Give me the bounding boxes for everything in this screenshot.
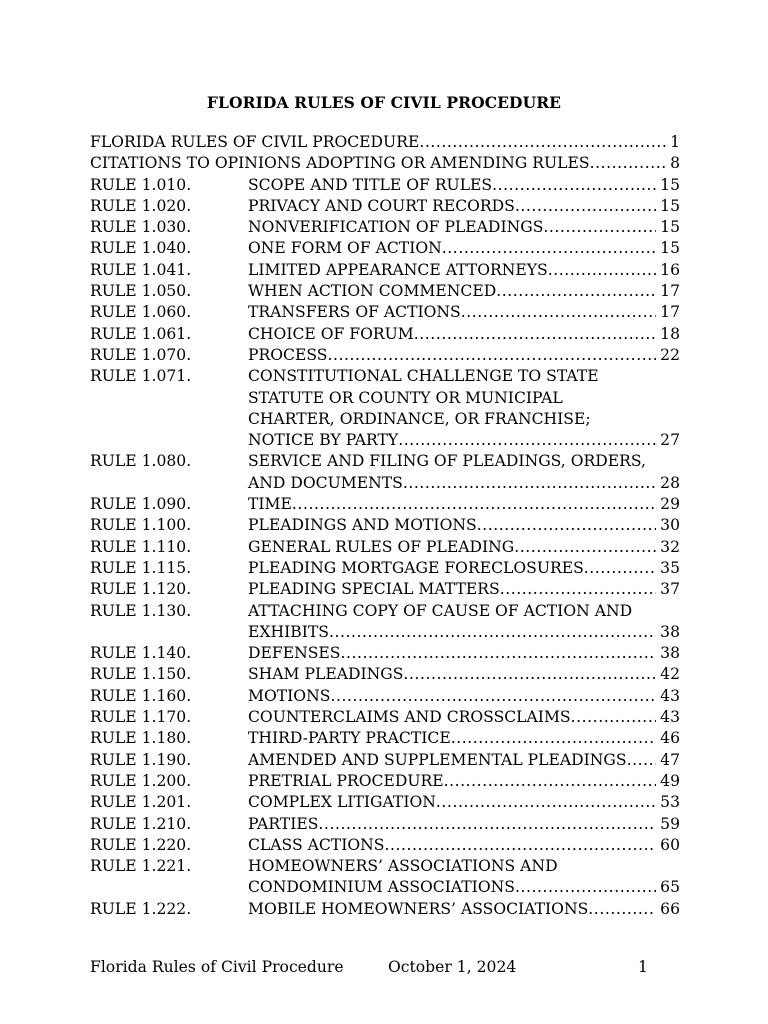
footer-page-number: 1 [638,958,648,976]
rule-title-last-line [248,217,680,238]
rule-title-block [248,324,680,345]
rule-page: 15 [660,175,680,194]
rule-title-line: SHAM PLEADINGS [248,665,404,684]
rule-title-line: NONVERIFICATION OF PLEADINGS [248,218,544,237]
dot-leader [492,175,656,196]
rule-page: 18 [660,324,680,343]
toc-rule-entry[interactable] [90,366,680,451]
toc-rule-entry[interactable] [90,728,680,749]
toc-rule-entry[interactable] [90,217,680,238]
rule-number: RULE 1.060. [90,303,192,322]
dot-leader [442,238,656,259]
dot-leader [461,302,656,323]
rule-title-line: EXHIBITS [248,622,329,641]
rule-title-line: NOTICE BY PARTY [248,431,399,450]
rule-title-last-line [248,707,680,728]
rule-page: 38 [660,622,680,641]
rule-title-line: GENERAL RULES OF PLEADING [248,537,515,556]
rule-title-line: THIRD-PARTY PRACTICE [248,729,451,748]
rule-number: RULE 1.071. [90,367,192,386]
toc-entry-title: FLORIDA RULES OF CIVIL PROCEDURE [90,133,420,151]
toc-rule-entry[interactable] [90,537,680,558]
rule-number: RULE 1.115. [90,558,192,577]
table-of-contents [90,132,680,920]
toc-rule-entry[interactable] [90,643,680,664]
dot-leader [327,345,656,366]
rule-page: 49 [660,771,680,790]
dot-leader [588,899,656,920]
rule-number: RULE 1.030. [90,218,192,237]
rule-title-last-line [248,537,680,558]
toc-rule-entry[interactable] [90,814,680,835]
dot-leader [419,132,666,153]
rule-title-last-line [248,664,680,685]
rule-title-line: PRETRIAL PROCEDURE [248,771,444,790]
toc-rule-entry[interactable] [90,856,680,899]
rule-page: 27 [660,431,680,450]
rule-title-line: PRIVACY AND COURT RECORDS [248,196,515,215]
rule-title-block [248,686,680,707]
footer-date: October 1, 2024 [388,958,517,976]
rule-title-line: CONDOMINIUM ASSOCIATIONS [248,878,515,897]
rule-title-line: ATTACHING COPY OF CAUSE OF ACTION AND [248,601,633,620]
rule-title-line: PROCESS [248,345,328,364]
footer-document-title: Florida Rules of Civil Procedure [90,958,344,976]
rule-number: RULE 1.010. [90,175,192,194]
rule-title-line: AMENDED AND SUPPLEMENTAL PLEADINGS [248,750,627,769]
page-footer [90,958,650,976]
rule-title-line: COMPLEX LITIGATION [248,793,436,812]
rule-title-line: PLEADINGS AND MOTIONS [248,516,477,535]
rule-number: RULE 1.020. [90,196,192,215]
toc-rule-entry[interactable] [90,664,680,685]
rule-page: 46 [660,729,680,748]
rule-title-last-line [248,622,680,643]
rule-title-block [248,451,680,494]
toc-rule-entry[interactable] [90,281,680,302]
toc-rule-entry[interactable] [90,707,680,728]
dot-leader [496,281,656,302]
toc-rule-entry[interactable] [90,451,680,494]
rule-number: RULE 1.160. [90,686,192,705]
rule-title-block [248,175,680,196]
rule-title-last-line [248,281,680,302]
toc-rule-entry[interactable] [90,835,680,856]
toc-rule-entry[interactable] [90,260,680,281]
rule-number: RULE 1.210. [90,814,192,833]
rule-page: 15 [660,239,680,258]
dot-leader [340,643,656,664]
rule-page: 53 [660,793,680,812]
dot-leader [329,622,656,643]
dot-leader [330,686,656,707]
rule-number: RULE 1.222. [90,899,192,918]
rule-title-block [248,728,680,749]
toc-rule-entry[interactable] [90,792,680,813]
dot-leader [292,494,656,515]
rule-title-last-line [248,771,680,792]
rule-title-block [248,238,680,259]
toc-rule-entry[interactable] [90,175,680,196]
rule-number: RULE 1.221. [90,857,192,876]
dot-leader [590,153,667,174]
rule-page: 66 [660,899,680,918]
dot-leader [477,515,656,536]
toc-entry-page: 1 [670,133,680,151]
rule-title-last-line [248,345,680,366]
rule-page: 47 [660,750,680,769]
toc-rule-entry[interactable] [90,771,680,792]
rule-title-block [248,537,680,558]
dot-leader [571,707,657,728]
rule-page: 29 [660,495,680,514]
rule-title-line: MOTIONS [248,686,331,705]
toc-entry-page: 8 [670,154,680,173]
rule-title-block [248,494,680,515]
rule-title-block [248,366,680,451]
rule-title-last-line [248,302,680,323]
dot-leader [514,537,656,558]
dot-leader [515,877,656,898]
rule-title-line: STATUTE OR COUNTY OR MUNICIPAL [248,388,563,407]
toc-rule-entry[interactable] [90,196,680,217]
toc-rule-entry[interactable] [90,345,680,366]
rule-number: RULE 1.110. [90,537,192,556]
rule-page: 17 [660,303,680,322]
rule-title-last-line [248,728,680,749]
rule-title-line: COUNTERCLAIMS AND CROSSCLAIMS [248,708,571,727]
rule-title-block [248,771,680,792]
rule-number: RULE 1.090. [90,495,192,514]
rule-number: RULE 1.150. [90,665,192,684]
toc-rule-entry[interactable] [90,686,680,707]
rule-page: 37 [660,580,680,599]
rule-page: 32 [660,537,680,556]
rule-title-block [248,814,680,835]
rule-title-last-line [248,579,680,600]
rule-title-block [248,515,680,536]
rule-title-line: LIMITED APPEARANCE ATTORNEYS [248,260,548,279]
dot-leader [543,217,656,238]
rule-number: RULE 1.180. [90,729,192,748]
toc-rule-entry[interactable] [90,238,680,259]
rule-title-line: HOMEOWNERS’ ASSOCIATIONS AND [248,857,558,876]
rule-title-line: ONE FORM OF ACTION [248,239,442,258]
rule-number: RULE 1.201. [90,793,192,812]
toc-rule-entry[interactable] [90,515,680,536]
rule-number: RULE 1.040. [90,239,192,258]
rule-title-line: TIME [248,495,292,514]
rule-page: 43 [660,708,680,727]
toc-rule-entry[interactable] [90,579,680,600]
rule-title-block [248,643,680,664]
rule-title-block [248,750,680,771]
rule-number: RULE 1.140. [90,644,192,663]
rule-number: RULE 1.061. [90,324,192,343]
rule-title-block [248,601,680,644]
rule-page: 42 [660,665,680,684]
rule-page: 17 [660,282,680,301]
rule-title-block [248,707,680,728]
dot-leader [451,728,656,749]
dot-leader [398,430,656,451]
rule-page: 38 [660,644,680,663]
rule-number: RULE 1.190. [90,750,192,769]
rule-title-block [248,196,680,217]
rule-title-last-line [248,792,680,813]
rule-page: 43 [660,686,680,705]
rule-number: RULE 1.041. [90,260,192,279]
rule-page: 15 [660,218,680,237]
rule-title-line: WHEN ACTION COMMENCED [248,282,497,301]
dot-leader [627,750,657,771]
toc-rule-entry[interactable] [90,324,680,345]
rule-title-last-line [248,494,680,515]
rule-number: RULE 1.130. [90,601,192,620]
rule-page: 16 [660,260,680,279]
rule-title-last-line [248,814,680,835]
dot-leader [444,771,657,792]
rule-page: 35 [660,558,680,577]
rule-title-line: MOBILE HOMEOWNERS’ ASSOCIATIONS [248,899,589,918]
dot-leader [584,558,656,579]
rule-title-last-line [248,750,680,771]
dot-leader [548,260,656,281]
rule-page: 22 [660,345,680,364]
rule-number: RULE 1.100. [90,516,192,535]
rule-title-block [248,899,680,920]
rule-title-line: PARTIES [248,814,319,833]
rule-title-block [248,217,680,238]
rule-number: RULE 1.220. [90,835,192,854]
rule-title-last-line [248,238,680,259]
toc-rule-entry[interactable] [90,302,680,323]
toc-entry-title: CITATIONS TO OPINIONS ADOPTING OR AMENDING RULES [90,154,590,173]
rule-page: 59 [660,814,680,833]
toc-rule-entry[interactable] [90,750,680,771]
rule-title-line: CONSTITUTIONAL CHALLENGE TO STATE [248,367,599,386]
rule-title-last-line [248,899,680,920]
rule-page: 65 [660,878,680,897]
rule-title-last-line [248,324,680,345]
rule-title-block [248,260,680,281]
dot-leader [414,324,656,345]
dot-leader [318,814,656,835]
rule-title-block [248,792,680,813]
toc-rule-entry[interactable] [90,899,680,920]
rule-title-block [248,579,680,600]
rule-title-line: PLEADING SPECIAL MATTERS [248,580,500,599]
rule-title-line: TRANSFERS OF ACTIONS [248,303,461,322]
rule-title-last-line [248,835,680,856]
toc-entry[interactable] [90,132,680,153]
rule-title-line: AND DOCUMENTS [248,473,403,492]
dot-leader [403,473,656,494]
rule-title-last-line [248,473,680,494]
rule-title-line: PLEADING MORTGAGE FORECLOSURES [248,558,584,577]
rule-title-line: CHOICE OF FORUM [248,324,414,343]
rule-number: RULE 1.120. [90,580,192,599]
dot-leader [436,792,656,813]
toc-rule-entry[interactable] [90,601,680,644]
rule-title-line: SERVICE AND FILING OF PLEADINGS, ORDERS, [248,452,646,471]
rule-title-last-line [248,175,680,196]
rule-title-line: CLASS ACTIONS [248,835,385,854]
rule-title-last-line [248,686,680,707]
rule-title-block [248,302,680,323]
rule-page: 30 [660,516,680,535]
rule-title-block [248,856,680,899]
rule-title-last-line [248,260,680,281]
toc-rule-entry[interactable] [90,494,680,515]
rule-title-block [248,281,680,302]
rule-title-block [248,835,680,856]
rule-title-line: CHARTER, ORDINANCE, OR FRANCHISE; [248,409,591,428]
rule-title-block [248,558,680,579]
rule-number: RULE 1.080. [90,452,192,471]
rule-number: RULE 1.200. [90,771,192,790]
dot-leader [515,196,656,217]
dot-leader [500,579,656,600]
dot-leader [403,664,656,685]
rule-title-last-line [248,515,680,536]
rule-title-last-line [248,558,680,579]
page-title: FLORIDA RULES OF CIVIL PROCEDURE [206,93,562,112]
rule-page: 15 [660,196,680,215]
rule-title-last-line [248,643,680,664]
rule-number: RULE 1.050. [90,282,192,301]
dot-leader [384,835,656,856]
rule-title-line: DEFENSES [248,644,341,663]
rule-title-block [248,345,680,366]
toc-entry[interactable] [90,153,680,174]
rule-page: 60 [660,835,680,854]
rule-number: RULE 1.070. [90,345,192,364]
rule-title-line: SCOPE AND TITLE OF RULES [248,175,493,194]
rule-title-last-line [248,196,680,217]
rule-title-last-line [248,877,680,898]
rule-page: 28 [660,473,680,492]
toc-rule-entry[interactable] [90,558,680,579]
rule-title-block [248,664,680,685]
rule-title-last-line [248,430,680,451]
rule-number: RULE 1.170. [90,708,192,727]
